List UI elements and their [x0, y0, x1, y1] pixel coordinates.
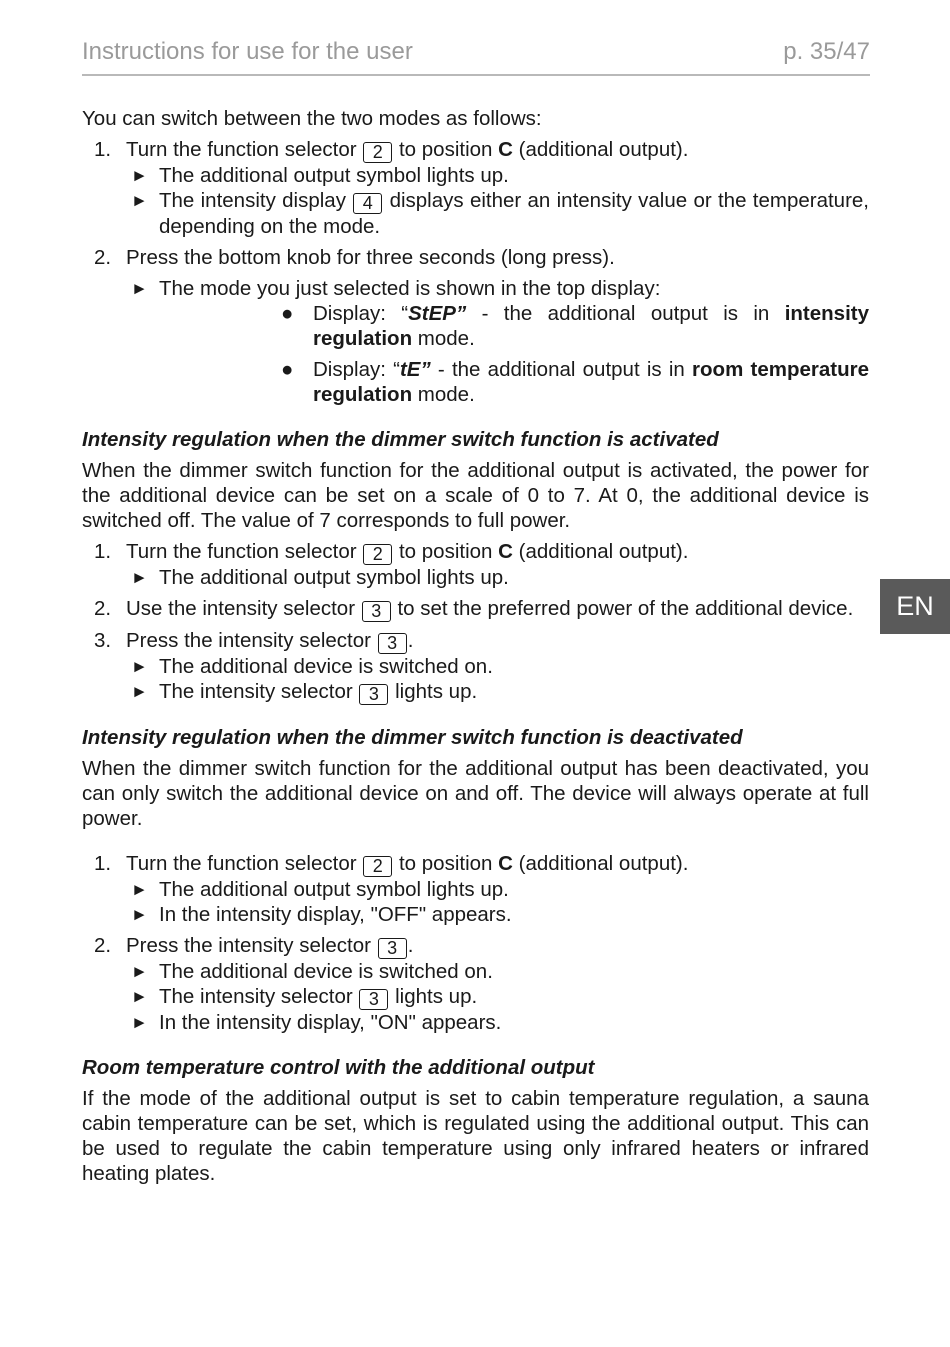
list-item: 1. Turn the function selector 2 to position C (additional output). — [94, 138, 689, 162]
list-item: 3. Press the intensity selector 3 . — [94, 629, 414, 653]
bullet-icon: ● — [281, 302, 294, 325]
ref-box: 3 — [359, 684, 388, 705]
section-heading: Intensity regulation when the dimmer switch function is activated — [82, 428, 719, 451]
step-number: 2. — [94, 934, 112, 957]
result-item: ► The additional device is switched on. — [131, 655, 493, 678]
result-item: ► The additional output symbol lights up. — [131, 566, 509, 589]
list-item: 2. Press the intensity selector 3 . — [94, 934, 414, 958]
arrow-icon: ► — [131, 962, 148, 981]
list-item: 1. Turn the function selector 2 to position C (additional output). — [94, 540, 689, 564]
ref-box: 3 — [378, 633, 407, 654]
step-number: 2. — [94, 597, 112, 620]
arrow-icon: ► — [131, 166, 148, 185]
page-header — [82, 36, 870, 76]
ref-box: 2 — [363, 142, 392, 163]
header-title: Instructions for use for the user — [82, 38, 413, 65]
bullet-item: ● Display: “tE” - the additional output is in room temperature regulation mode. — [281, 358, 869, 406]
result-item: ► The intensity selector 3 lights up. — [131, 985, 478, 1009]
bullet-icon: ● — [281, 358, 294, 381]
section-heading: Intensity regulation when the dimmer switch function is deactivated — [82, 726, 743, 749]
result-item: ► The intensity display 4 displays either an intensity value or the temperature, depending on the mode. — [131, 189, 869, 238]
step-number: 1. — [94, 852, 112, 875]
result-item: ► In the intensity display, "ON" appears. — [131, 1011, 502, 1034]
step-number: 1. — [94, 540, 112, 563]
section-heading: Room temperature control with the additional output — [82, 1056, 595, 1079]
arrow-icon: ► — [131, 682, 148, 701]
arrow-icon: ► — [131, 657, 148, 676]
list-item: 1. Turn the function selector 2 to position C (additional output). — [94, 852, 689, 876]
result-item: ► The additional output symbol lights up. — [131, 164, 509, 187]
ref-box: 3 — [362, 601, 391, 622]
intro-text: You can switch between the two modes as follows: — [82, 107, 542, 130]
result-item: ► The mode you just selected is shown in the top display: — [131, 277, 661, 300]
arrow-icon: ► — [131, 905, 148, 924]
arrow-icon: ► — [131, 1013, 148, 1032]
result-item: ► The additional device is switched on. — [131, 960, 493, 983]
step-number: 3. — [94, 629, 112, 652]
arrow-icon: ► — [131, 191, 148, 210]
ref-box: 2 — [363, 856, 392, 877]
list-item: 2. Use the intensity selector 3 to set the preferred power of the additional device. — [94, 597, 854, 621]
section-paragraph: If the mode of the additional output is set to cabin temperature regulation, a sauna cabin temperature can be set, which is regulated using the additional output. This can be used to regulate the cabin temperature using only infrared heaters or infrared heating plates. — [82, 1087, 869, 1185]
ref-box: 3 — [378, 938, 407, 959]
arrow-icon: ► — [131, 880, 148, 899]
ref-box: 4 — [353, 193, 382, 214]
arrow-icon: ► — [131, 568, 148, 587]
ref-box: 3 — [359, 989, 388, 1010]
step-number: 1. — [94, 138, 112, 161]
arrow-icon: ► — [131, 279, 148, 298]
result-item: ► The additional output symbol lights up. — [131, 878, 509, 901]
section-paragraph: When the dimmer switch function for the additional output has been deactivated, you can only switch the additional device on and off. The device will always operate at full power. — [82, 757, 869, 830]
ref-box: 2 — [363, 544, 392, 565]
result-item: ► The intensity selector 3 lights up. — [131, 680, 478, 704]
arrow-icon: ► — [131, 987, 148, 1006]
page-number: p. 35/47 — [783, 38, 870, 65]
bullet-item: ● Display: “StEP” - the additional output is in intensity regulation mode. — [281, 302, 870, 350]
result-item: ► In the intensity display, "OFF" appears. — [131, 903, 512, 926]
section-paragraph: When the dimmer switch function for the additional output is activated, the power for the additional device can be set on a scale of 0 to 7. At 0, the additional device is switched off. The value of 7 corresponds to full power. — [82, 459, 869, 532]
document-body — [82, 106, 869, 1186]
language-tab: EN — [880, 579, 950, 634]
step-number: 2. — [94, 246, 112, 269]
list-item: 2. Press the bottom knob for three seconds (long press). — [94, 246, 615, 269]
